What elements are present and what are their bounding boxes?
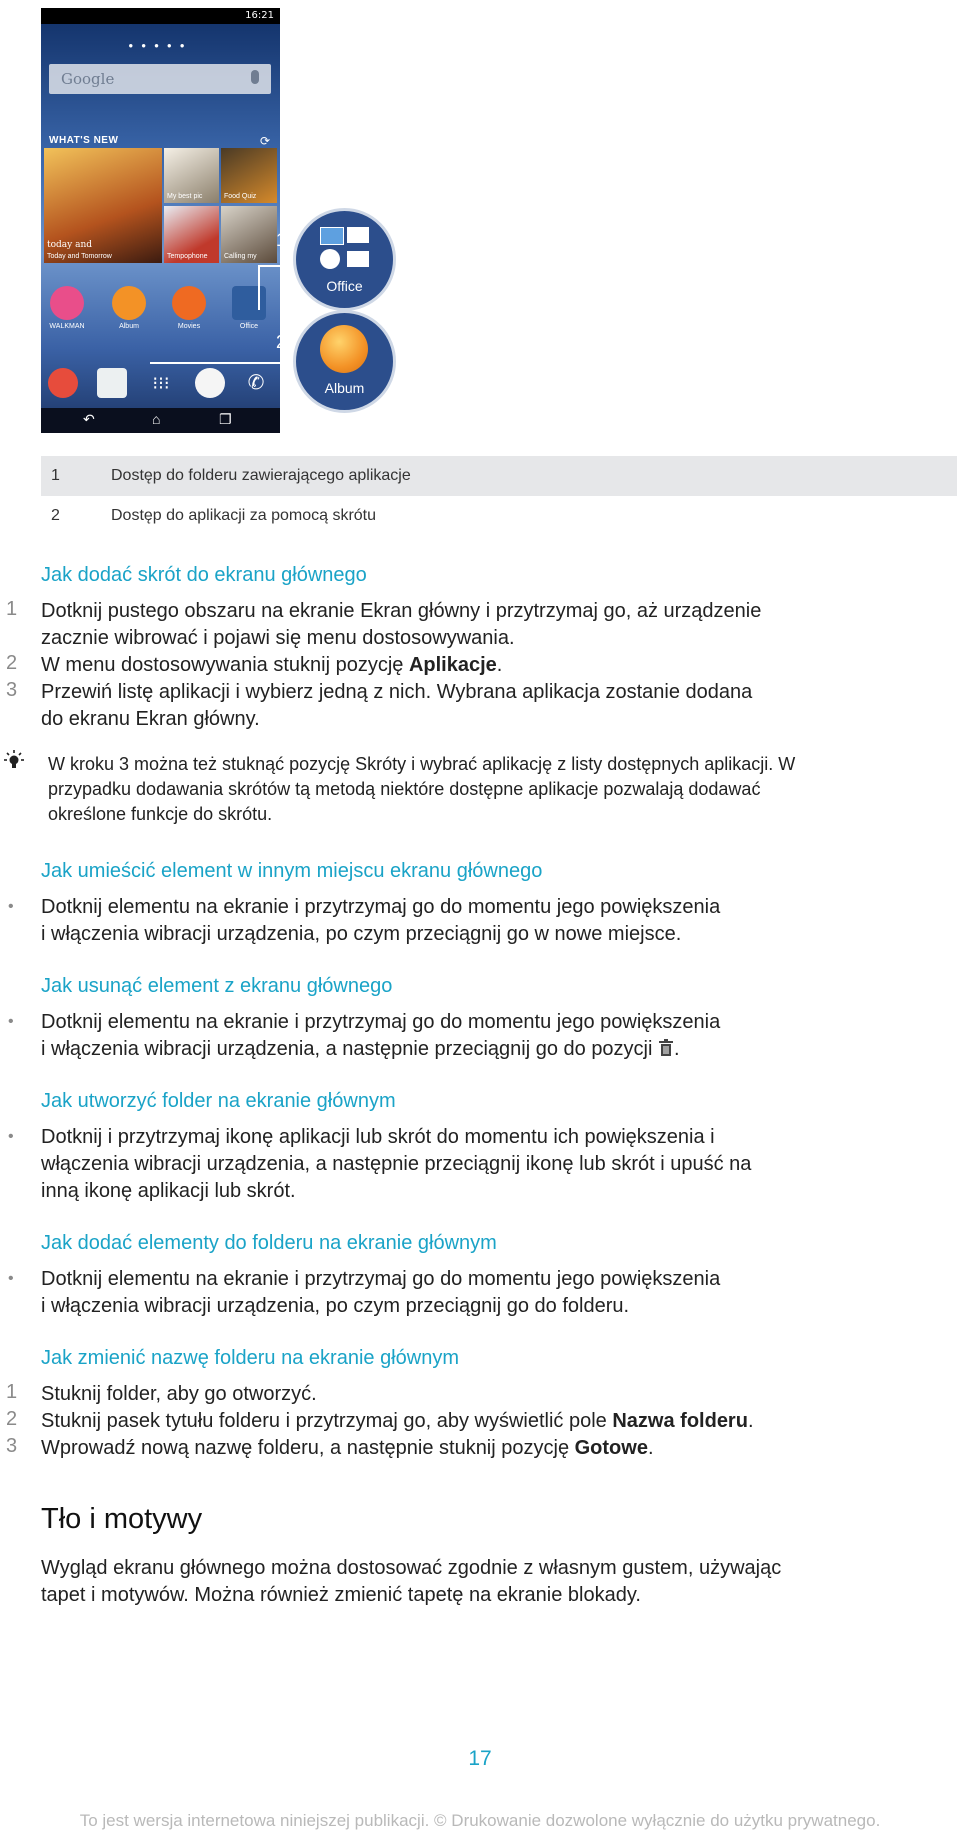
tile-caption: Tempophone [167,253,208,260]
status-bar [41,8,280,24]
home-icon[interactable]: ⌂ [152,411,161,427]
legend-row [41,456,957,496]
callout-leader-line [258,265,260,310]
mail-icon [347,227,369,243]
step-number: 1 [6,598,18,620]
tile-caption: Calling my [224,253,257,260]
body-line-part: i włączenia wibracji urządzenia, a następnie przeciągnij go do pozycji [41,1038,659,1060]
step-line: zacznie wibrować i pojawi się menu dostosowywania. [41,627,515,649]
legend-number: 2 [51,507,60,524]
play-store-icon[interactable] [97,368,127,398]
chrome-icon[interactable] [48,368,78,398]
callout-leader-line [258,265,296,267]
album-callout [293,310,396,413]
movies-icon[interactable] [172,286,206,320]
status-time: 16:21 [245,10,274,21]
tile-caption: My best pic [167,193,203,200]
body-line: Dotknij i przytrzymaj ikonę aplikacji lub skrót do momentu ich powiększenia i [41,1126,715,1148]
step-text [41,652,921,679]
step-line: Przewiń listę aplikacji i wybierz jedną z nich. Wybrana aplikacja zostanie dodana [41,681,753,703]
step-text [41,598,921,652]
messaging-icon[interactable] [195,368,225,398]
tip-line: określone funkcje do skrótu. [48,804,273,824]
album-icon [320,325,368,373]
whats-new-label: WHAT'S NEW [49,135,119,146]
bullet: • [8,1270,14,1287]
lightbulb-icon [3,749,25,771]
step-text-part: Stuknij pasek tytułu folderu i przytrzymaj go, aby wyświetlić pole [41,1410,613,1432]
page-number: 17 [468,1747,492,1770]
step-text [41,679,921,733]
section-heading: Jak zmienić nazwę folderu na ekranie głównym [41,1347,459,1369]
step-number: 2 [6,652,18,674]
step-text [41,1381,921,1408]
body-line: Dotknij elementu na ekranie i przytrzymaj go do momentu jego powiększenia [41,1268,721,1290]
step-text-part: . [496,654,503,676]
app-label: WALKMAN [49,323,85,330]
step-text [41,1408,921,1435]
section-heading: Jak usunąć element z ekranu głównego [41,975,393,997]
bullet-text [41,1009,921,1063]
bullet-text [41,1124,921,1205]
whats-new-tile[interactable] [221,206,277,263]
bullet: • [8,1013,14,1030]
back-icon[interactable]: ↶ [83,411,95,427]
body-line: Dotknij elementu na ekranie i przytrzymaj go do momentu jego powiększenia [41,896,721,918]
body-line: i włączenia wibracji urządzenia, po czym przeciągnij go w nowe miejsce. [41,923,682,945]
legend-row [41,496,957,536]
step-number: 3 [6,679,18,701]
mail-icon [347,251,369,267]
ui-term: Gotowe [574,1437,648,1459]
calendar-icon [320,227,344,245]
step-number: 2 [6,1408,18,1430]
section-heading: Jak dodać elementy do folderu na ekranie głównym [41,1232,497,1254]
bullet-text [41,894,921,948]
ui-term: Aplikacje [408,654,497,676]
step-text [41,1435,921,1462]
body-line: włączenia wibracji urządzenia, a następnie przeciągnij ikonę lub skrót i upuść na [41,1153,752,1175]
phone-call-icon[interactable]: ✆ [247,372,265,394]
microphone-icon[interactable] [251,70,259,84]
footer-note: To jest wersja internetowa niniejszej publikacji. © Drukowanie dozwolone wyłącznie do użytku prywatnego. [79,1811,881,1830]
tip-line: przypadku dodawania skrótów tą metodą niektóre dostępne aplikacje pozwalają dodawać [48,779,761,799]
app-drawer-icon[interactable]: ⁝⁝⁝ [152,373,170,393]
body-line: Dotknij elementu na ekranie i przytrzymaj go do momentu jego powiększenia [41,1011,721,1033]
tile-title: today and [47,240,93,250]
step-text-part: Wprowadź nową nazwę folderu, a następnie stuknij pozycję [41,1437,575,1459]
callout-label: Office [326,278,363,294]
office-callout [293,208,396,311]
bullet: • [8,1128,14,1145]
whats-new-tile[interactable] [44,148,162,263]
google-search-widget[interactable] [49,64,271,94]
step-number: 3 [6,1435,18,1457]
office-folder-icon[interactable] [232,286,266,320]
whats-new-tile[interactable] [221,148,277,203]
section-heading: Jak utworzyć folder na ekranie głównym [41,1090,396,1112]
callout-number: 2 [276,332,287,352]
callout-number: 1 [276,230,287,250]
step-text-part: . [747,1410,754,1432]
body-line-part: . [674,1038,680,1060]
body-line: Wygląd ekranu głównego można dostosować zgodnie z własnym gustem, używając [41,1557,782,1579]
step-text-part: Stuknij folder, aby go otworzyć. [41,1383,317,1405]
body-paragraph [41,1555,921,1609]
google-logo: Google [61,70,115,88]
ui-term: Nazwa folderu [612,1410,748,1432]
trash-icon [658,1039,674,1057]
step-number: 1 [6,1381,18,1403]
section-title: Tło i motywy [41,1503,203,1535]
section-heading: Jak dodać skrót do ekranu głównego [41,564,367,586]
legend-text: Dostęp do folderu zawierającego aplikacje [111,467,411,484]
callout-leader-line [150,362,300,364]
tile-caption: Today and Tomorrow [47,253,112,260]
home-screen [41,8,280,433]
tip-line: W kroku 3 można też stuknąć pozycję Skróty i wybrać aplikację z listy dostępnych aplikacji. W [48,754,796,774]
tile-caption: Food Quiz [224,193,257,200]
whats-new-tile[interactable] [164,148,219,203]
tip-text [48,752,954,827]
step-line: Dotknij pustego obszaru na ekranie Ekran główny i przytrzymaj go, aż urządzenie [41,600,762,622]
step-text-part: W menu dostosowywania stuknij pozycję [41,654,409,676]
body-line [41,1036,921,1063]
refresh-icon[interactable]: ⟳ [259,134,270,148]
page-indicator: ●●●●● [128,41,193,50]
navigation-bar [41,408,280,433]
legend-text: Dostęp do aplikacji za pomocą skrótu [111,507,377,524]
body-line: tapet i motywów. Można również zmienić tapetę na ekranie blokady. [41,1584,641,1606]
album-icon[interactable] [112,286,146,320]
legend-number: 1 [51,467,60,484]
app-label: Office [239,323,259,330]
section-heading: Jak umieścić element w innym miejscu ekranu głównego [41,860,543,882]
recent-apps-icon[interactable]: ❐ [219,411,232,427]
body-line: i włączenia wibracji urządzenia, po czym przeciągnij go do folderu. [41,1295,630,1317]
bullet: • [8,898,14,915]
whats-new-tile[interactable] [164,206,219,263]
step-text-part: . [647,1437,654,1459]
clock-icon [320,249,340,269]
step-line: do ekranu Ekran główny. [41,708,260,730]
app-label: Movies [177,323,201,330]
app-label: Album [119,323,139,330]
body-line: inną ikonę aplikacji lub skrót. [41,1180,296,1202]
callout-label: Album [324,380,365,396]
bullet-text [41,1266,921,1320]
phone-screenshot [41,8,280,433]
walkman-icon[interactable] [50,286,84,320]
